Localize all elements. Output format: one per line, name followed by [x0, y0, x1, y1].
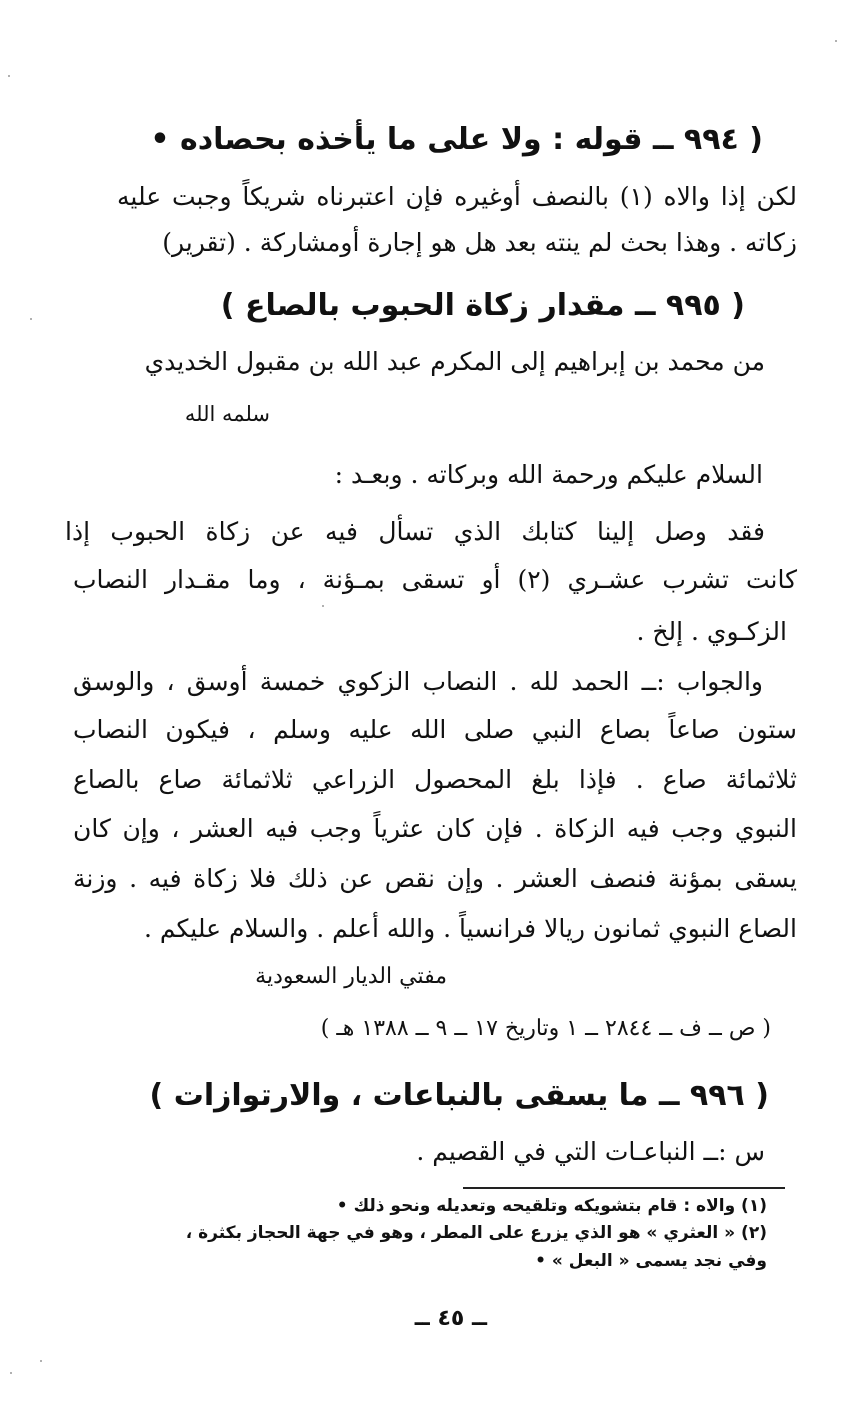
footnote-separator — [463, 1187, 785, 1189]
section-heading-994: ( ٩٩٤ ــ قوله : ولا على ما يأخذه بحصاده • — [150, 122, 763, 157]
question-line-2: كانت تشرب عشـري (٢) أو تسقى بمـؤنة ، وما مقـدار النصاب — [73, 565, 797, 594]
question-line-3: الزكـوي . إلخ . — [636, 617, 787, 646]
page-number: ــ ٤٥ ــ — [414, 1306, 487, 1331]
scan-speck — [40, 1360, 42, 1362]
scan-speck — [8, 75, 10, 77]
question-996: س :ــ النباعـات التي في القصيم . — [416, 1137, 765, 1166]
answer-line-5: يسقى بمؤنة فنصف العشر . وإن نقص عن ذلك فلا زكاة فيه . وزنة — [73, 864, 797, 893]
scan-speck — [30, 318, 32, 320]
reference-number: ( ص ــ ف ــ ٢٨٤٤ ــ ١ وتاريخ ١٧ ــ ٩ ــ ١٣٨٨ هـ ) — [320, 1016, 771, 1041]
question-line-1: فقد وصل إلينا كتابك الذي تسأل فيه عن زكاة الحبوب إذا — [65, 517, 765, 546]
scan-speck — [835, 40, 837, 42]
letter-from-line: من محمد بن إبراهيم إلى المكرم عبد الله بن مقبول الخديدي — [144, 347, 765, 376]
scan-speck — [10, 1372, 12, 1374]
answer-line-2: ستون صاعاً بصاع النبي صلى الله عليه وسلم ، فيكون النصاب — [73, 715, 797, 744]
answer-line-4: النبوي وجب فيه الزكاة . فإن كان عثرياً وجب فيه العشر ، وإن كان — [73, 814, 797, 843]
letter-salutation: سلمه الله — [184, 402, 270, 426]
answer-line-3: ثلاثمائة صاع . فإذا بلغ المحصول الزراعي ثلاثمائة صاع بالصاع — [73, 765, 797, 794]
answer-line-1: والجواب :ــ الحمد لله . النصاب الزكوي خمسة أوسق ، والوسق — [73, 667, 763, 696]
section-heading-996: ( ٩٩٦ ــ ما يسقى بالنباعات ، والارتوازات ) — [149, 1078, 769, 1113]
answer-line-6: الصاع النبوي ثمانون ريالا فرانسياً . والله أعلم . والسلام عليكم . — [143, 914, 797, 943]
paragraph-994-line-2: زكاته . وهذا بحث لم ينته بعد هل هو إجارة أومشاركة . (تقرير) — [162, 228, 797, 257]
mufti-signature: مفتي الديار السعودية — [255, 964, 447, 989]
section-heading-995: ( ٩٩٥ ــ مقدار زكاة الحبوب بالصاع ) — [220, 288, 745, 323]
paragraph-994-line-1: لكن إذا والاه (١) بالنصف أوغيره فإن اعتبرناه شريكاً وجبت عليه — [117, 182, 798, 211]
footnote-1: (١) والاه : قام بتشويكه وتلقيحه وتعديله ونحو ذلك • — [336, 1196, 767, 1216]
scan-speck — [322, 605, 324, 607]
footnote-2-line-1: (٢) « العثري » هو الذي يزرع على المطر ، وهو في جهة الحجاز بكثرة ، — [185, 1223, 767, 1243]
footnote-2-line-2: وفي نجد يسمى « البعل » • — [535, 1251, 767, 1271]
letter-greeting: السلام عليكم ورحمة الله وبركاته . وبعـد : — [334, 460, 763, 489]
